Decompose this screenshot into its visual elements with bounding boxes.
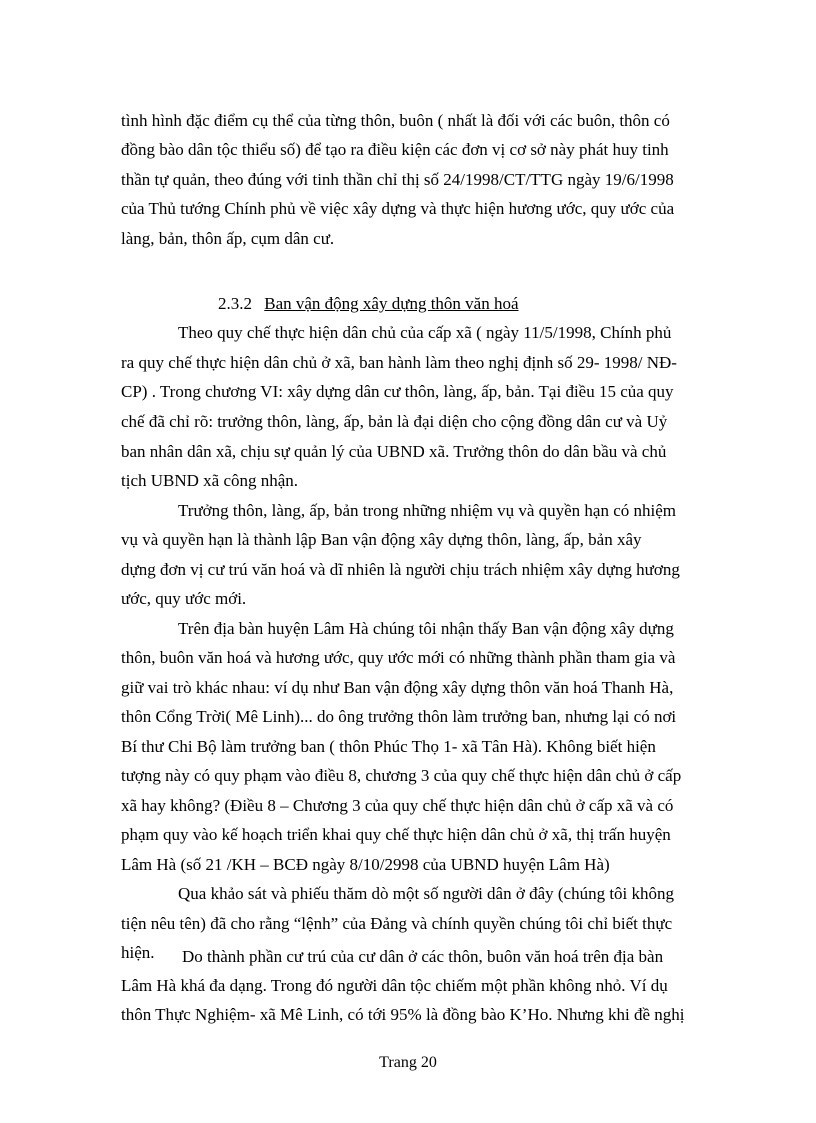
- text-line: thôn Thực Nghiệm- xã Mê Linh, có tới 95% là đồng bào K’Ho. Nhưng khi đề nghị: [121, 1005, 685, 1024]
- text-line: CP) . Trong chương VI: xây dựng dân cư thôn, làng, ấp, bản. Tại điều 15 của quy: [121, 382, 674, 401]
- text-line: của Thủ tướng Chính phủ về việc xây dựng và thực hiện hương ước, quy ước của: [121, 199, 675, 218]
- text-line: vụ và quyền hạn là thành lập Ban vận động xây dựng thôn, làng, ấp, bản xây: [121, 530, 642, 549]
- text-line: ước, quy ước mới.: [121, 589, 247, 608]
- text-line: giữ vai trò khác nhau: ví dụ như Ban vận động xây dựng thôn văn hoá Thanh Hà,: [121, 678, 674, 697]
- text-line: chế đã chỉ rõ: trưởng thôn, làng, ấp, bản là đại diện cho cộng đồng dân cư và Uỷ: [121, 412, 668, 431]
- text-line: Bí thư Chi Bộ làm trưởng ban ( thôn Phúc Thọ 1- xã Tân Hà). Không biết hiện: [121, 737, 656, 756]
- page-number: Trang 20: [379, 1054, 437, 1071]
- text-line: Lâm Hà (số 21 /KH – BCĐ ngày 8/10/2998 của UBND huyện Lâm Hà): [121, 855, 610, 874]
- text-line: phạm quy vào kế hoạch triển khai quy chế thực hiện dân chủ ở xã, thị trấn huyện: [121, 825, 671, 844]
- text-line: Lâm Hà khá đa dạng. Trong đó người dân tộc chiếm một phần không nhỏ. Ví dụ: [121, 976, 668, 995]
- text-line: đồng bào dân tộc thiểu số) để tạo ra điều kiện các đơn vị cơ sở này phát huy tinh: [121, 140, 669, 159]
- text-line: Trên địa bàn huyện Lâm Hà chúng tôi nhận thấy Ban vận động xây dựng: [178, 619, 674, 638]
- text-line: xã hay không? (Điều 8 – Chương 3 của quy chế thực hiện dân chủ ở cấp xã và có: [121, 796, 674, 815]
- text-line: dựng đơn vị cư trú văn hoá và dĩ nhiên là người chịu trách nhiệm xây dựng hương: [121, 560, 680, 579]
- text-line: ra quy chế thực hiện dân chủ ở xã, ban hành làm theo nghị định số 29- 1998/ NĐ-: [121, 353, 677, 372]
- text-line: thôn Cổng Trời( Mê Linh)... do ông trưởng thôn làm trưởng ban, nhưng lại có nơi: [121, 707, 677, 726]
- text-line: hiện.: [121, 943, 155, 962]
- text-line: Do thành phần cư trú của cư dân ở các thôn, buôn văn hoá trên địa bàn: [182, 947, 664, 966]
- text-line: tượng này có quy phạm vào điều 8, chương 3 của quy chế thực hiện dân chủ ở cấp: [121, 766, 682, 785]
- text-line: Trưởng thôn, làng, ấp, bản trong những nhiệm vụ và quyền hạn có nhiệm: [178, 501, 676, 520]
- text-line: Qua khảo sát và phiếu thăm dò một số người dân ở đây (chúng tôi không: [178, 884, 675, 903]
- text-line: thần tự quản, theo đúng với tinh thần chỉ thị số 24/1998/CT/TTG ngày 19/6/1998: [121, 170, 674, 189]
- section-number: 2.3.2: [218, 294, 252, 313]
- section-title: Ban vận động xây dựng thôn văn hoá: [264, 294, 519, 313]
- text-line: ban nhân dân xã, chịu sự quản lý của UBND xã. Trưởng thôn do dân bầu và chủ: [121, 442, 667, 461]
- text-line: tịch UBND xã công nhận.: [121, 471, 299, 490]
- text-line: tình hình đặc điểm cụ thể của từng thôn, buôn ( nhất là đối với các buôn, thôn có: [121, 111, 670, 130]
- text-line: Theo quy chế thực hiện dân chủ của cấp xã ( ngày 11/5/1998, Chính phủ: [178, 323, 672, 342]
- text-line: làng, bản, thôn ấp, cụm dân cư.: [121, 229, 335, 248]
- text-line: thôn, buôn văn hoá và hương ước, quy ước mới có những thành phần tham gia và: [121, 648, 676, 667]
- text-line: tiện nêu tên) đã cho rằng “lệnh” của Đảng và chính quyền chúng tôi chỉ biết thực: [121, 914, 673, 933]
- section-heading: [218, 294, 519, 314]
